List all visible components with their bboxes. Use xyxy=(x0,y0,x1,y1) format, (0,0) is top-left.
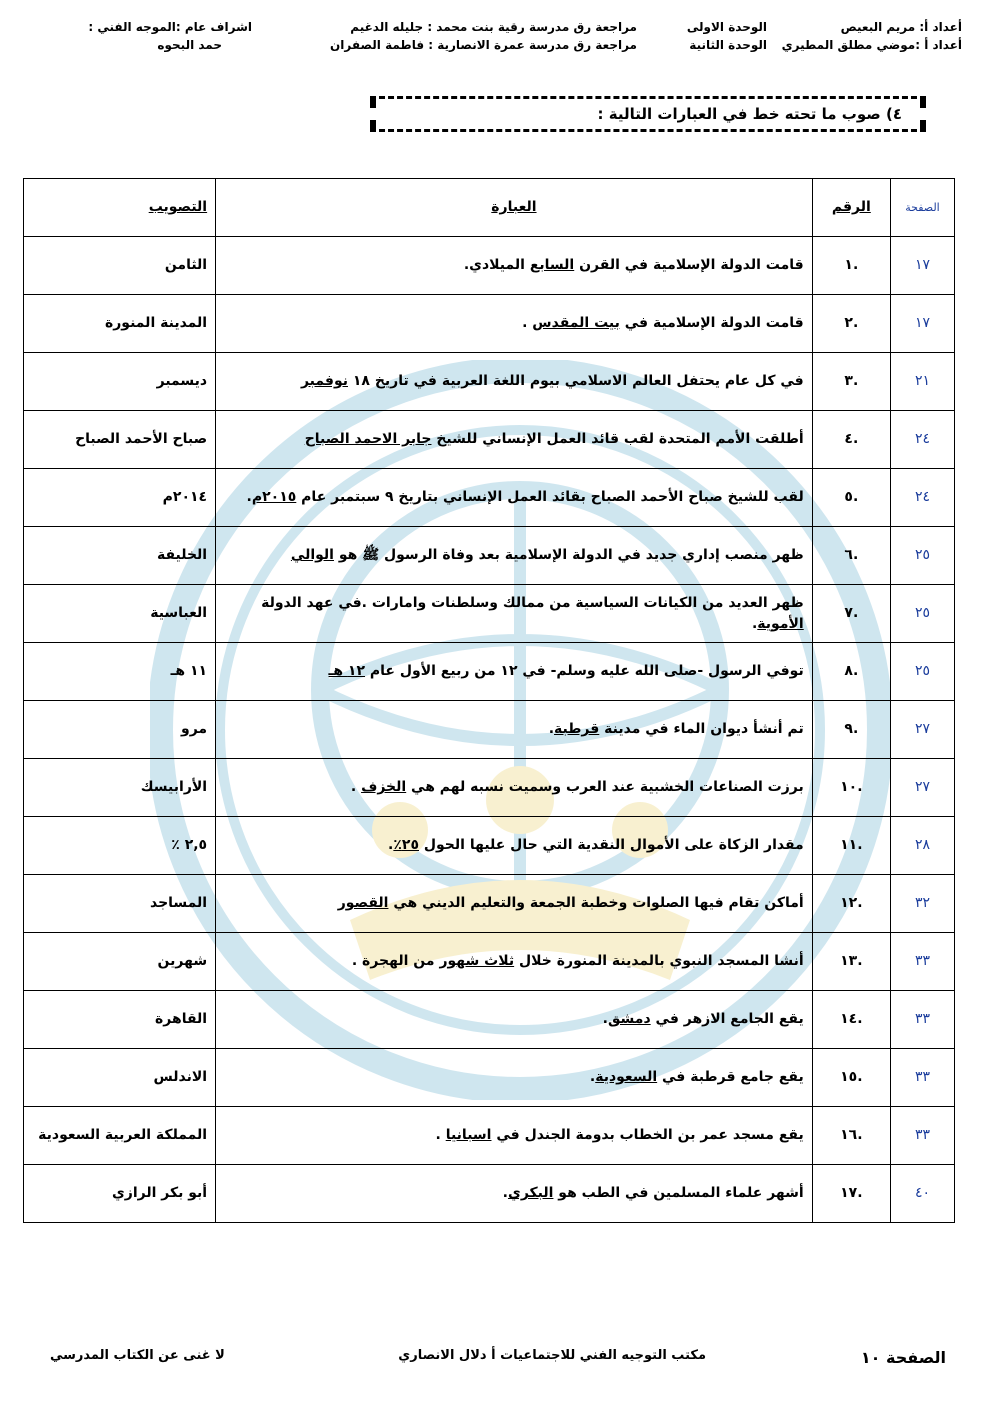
header-page: الصفحة xyxy=(890,179,954,237)
statement-text: تم أنشأ ديوان الماء في مدينة xyxy=(599,721,804,737)
row-number: .١١ xyxy=(812,817,890,875)
row-correction: ديسمبر xyxy=(24,353,216,411)
statement-text: يقع مسجد عمر بن الخطاب بدومة الجندل في xyxy=(491,1127,804,1143)
prepared-by-2: أعداد أ :موضي مطلق المطيري xyxy=(781,38,962,52)
footer-slogan: لا غنى عن الكتاب المدرسي xyxy=(50,1348,225,1363)
header-number: الرقم xyxy=(812,179,890,237)
row-statement xyxy=(216,237,813,295)
row-page: ٢١ xyxy=(890,353,954,411)
row-statement xyxy=(216,875,813,933)
statement-tail: الميلادي. xyxy=(463,257,530,273)
statement-text: مقدار الزكاة على الأموال النقدية التي حال عليها الحول xyxy=(419,837,804,853)
section-title: ٤) صوب ما تحته خط في العبارات التالية : xyxy=(597,105,902,123)
row-statement xyxy=(216,817,813,875)
row-page: ٣٣ xyxy=(890,1049,954,1107)
underlined-error: البكري xyxy=(507,1185,554,1201)
row-correction: الاندلس xyxy=(24,1049,216,1107)
table-row xyxy=(24,295,955,353)
row-number: .١٧ xyxy=(812,1165,890,1223)
supervisor-label: اشراف عام :الموجه الفني : xyxy=(88,20,252,34)
table-row xyxy=(24,933,955,991)
statement-text: في كل عام يحتفل العالم الاسلامي بيوم اللغة العربية في تاريخ ١٨ xyxy=(347,373,804,389)
underlined-error: السابع xyxy=(529,257,575,273)
page-header xyxy=(24,18,962,66)
underlined-error: اسبانيا xyxy=(445,1127,492,1143)
header-correction-label: التصويب xyxy=(148,199,208,215)
table-row xyxy=(24,411,955,469)
row-correction: الثامن xyxy=(24,237,216,295)
statement-tail: . xyxy=(350,779,362,795)
row-correction: شهرين xyxy=(24,933,216,991)
table-row xyxy=(24,353,955,411)
statement-text: أنشا المسجد النبوي بالمدينة المنورة خلال xyxy=(514,953,804,969)
row-number: .٦ xyxy=(812,527,890,585)
table-row xyxy=(24,875,955,933)
statement-tail: . xyxy=(502,1185,508,1201)
row-correction: أبو بكر الرازي xyxy=(24,1165,216,1223)
table-row xyxy=(24,1049,955,1107)
row-statement xyxy=(216,759,813,817)
statement-text: يقع الجامع الازهر في xyxy=(650,1011,804,1027)
row-page: ٢٧ xyxy=(890,701,954,759)
row-statement xyxy=(216,585,813,643)
row-number: .١٥ xyxy=(812,1049,890,1107)
section-title-box xyxy=(370,96,926,132)
table-row xyxy=(24,585,955,643)
row-correction: المدينة المنورة xyxy=(24,295,216,353)
statement-text: أطلقت الأمم المتحدة لقب قائد العمل الإنساني للشيخ xyxy=(431,431,804,447)
header-statement-label: العبارة xyxy=(491,199,537,215)
row-correction: العباسية xyxy=(24,585,216,643)
table-row xyxy=(24,527,955,585)
underlined-error: الأموية xyxy=(757,615,804,632)
row-statement xyxy=(216,701,813,759)
statement-text: قامت الدولة الإسلامية في xyxy=(619,315,804,331)
row-number: .٤ xyxy=(812,411,890,469)
table-row xyxy=(24,469,955,527)
row-number: .٩ xyxy=(812,701,890,759)
row-page: ١٧ xyxy=(890,237,954,295)
table-row xyxy=(24,643,955,701)
row-statement xyxy=(216,295,813,353)
underlined-error: ٢٠١٥م xyxy=(251,489,297,505)
underlined-error: السعودية xyxy=(595,1069,658,1085)
underlined-error: ثلاث شهور xyxy=(439,953,515,969)
unit-1: الوحدة الاولى xyxy=(686,20,767,34)
supervisor-name: حمد البحوه xyxy=(157,38,222,52)
underlined-error: جابر الاحمد الصباح xyxy=(304,431,432,447)
row-statement xyxy=(216,469,813,527)
row-page: ٢٨ xyxy=(890,817,954,875)
row-page: ٢٤ xyxy=(890,411,954,469)
row-number: .٢ xyxy=(812,295,890,353)
row-number: .١٣ xyxy=(812,933,890,991)
table-row xyxy=(24,817,955,875)
statement-text: يقع جامع قرطبة في xyxy=(657,1069,804,1085)
underlined-error: بيت المقدس xyxy=(532,315,620,331)
statement-text: ظهر العديد من الكيانات السياسية من ممالك وسلطنات وامارات .في عهد الدولة xyxy=(261,594,804,611)
row-number: .١٢ xyxy=(812,875,890,933)
row-page: ٣٣ xyxy=(890,1107,954,1165)
row-page: ٢٧ xyxy=(890,759,954,817)
statement-text: برزت الصناعات الخشبية عند العرب وسميت نسبه لهم هي xyxy=(406,779,804,795)
row-statement xyxy=(216,527,813,585)
row-statement xyxy=(216,1165,813,1223)
unit-2: الوحدة الثانية xyxy=(689,38,767,52)
statement-tail: . xyxy=(589,1069,596,1085)
row-page: ٢٥ xyxy=(890,527,954,585)
statement-tail: . xyxy=(548,721,555,737)
statement-text: أشهر علماء المسلمين في الطب هو xyxy=(553,1185,804,1201)
page-footer xyxy=(50,1348,946,1372)
statement-tail: . xyxy=(522,315,533,331)
row-statement xyxy=(216,411,813,469)
statement-tail: . xyxy=(602,1011,608,1027)
row-correction: الأرابيسك xyxy=(24,759,216,817)
underlined-error: ٢٥٪ xyxy=(393,837,419,853)
statement-text: ظهر منصب إداري جديد في الدولة الإسلامية بعد وفاة الرسول ﷺ هو xyxy=(333,547,804,563)
reviewer-2: مراجعة رق مدرسة عمرة الانصارية : فاطمة الصفران xyxy=(330,38,637,52)
row-statement xyxy=(216,933,813,991)
row-number: .١٠ xyxy=(812,759,890,817)
row-page: ١٧ xyxy=(890,295,954,353)
row-correction: الخليفة xyxy=(24,527,216,585)
row-number: .٧ xyxy=(812,585,890,643)
underlined-error: الخزف xyxy=(361,779,407,795)
statement-text: توفي الرسول -صلى الله عليه وسلم- في ١٢ من ربيع الأول عام xyxy=(365,663,804,679)
table-row xyxy=(24,991,955,1049)
underlined-error: القصور xyxy=(337,895,389,911)
row-page: ٣٢ xyxy=(890,875,954,933)
table-row xyxy=(24,1165,955,1223)
reviewer-1: مراجعة رق مدرسة رقية بنت محمد : جليله الدغيم xyxy=(350,20,637,34)
corrections-table xyxy=(23,178,955,1223)
row-correction: ٢,٥ ٪ xyxy=(24,817,216,875)
header-correction xyxy=(24,179,216,237)
underlined-error: نوفمبر xyxy=(300,373,348,389)
table-row xyxy=(24,701,955,759)
page-number: الصفحة ١٠ xyxy=(860,1348,946,1367)
row-correction: المساجد xyxy=(24,875,216,933)
statement-tail: . xyxy=(388,837,394,853)
statement-tail: . xyxy=(246,489,252,505)
header-statement xyxy=(216,179,813,237)
row-number: .٨ xyxy=(812,643,890,701)
underlined-error: الوالي xyxy=(290,547,334,563)
statement-text: قامت الدولة الإسلامية في القرن xyxy=(574,257,804,273)
row-page: ٣٣ xyxy=(890,991,954,1049)
row-correction: ١١ هـ xyxy=(24,643,216,701)
row-statement xyxy=(216,1049,813,1107)
table-row xyxy=(24,759,955,817)
row-page: ٢٤ xyxy=(890,469,954,527)
row-statement xyxy=(216,353,813,411)
row-number: .١٤ xyxy=(812,991,890,1049)
underlined-error: دمشق xyxy=(607,1011,651,1027)
statement-tail: من الهجرة . xyxy=(351,953,440,969)
row-correction: المملكة العربية السعودية xyxy=(24,1107,216,1165)
row-page: ٤٠ xyxy=(890,1165,954,1223)
table-row xyxy=(24,1107,955,1165)
row-page: ٢٥ xyxy=(890,585,954,643)
row-correction: ٢٠١٤م xyxy=(24,469,216,527)
row-correction: القاهرة xyxy=(24,991,216,1049)
statement-text: أماكن تقام فيها الصلوات وخطبة الجمعة والتعليم الديني هي xyxy=(388,895,804,911)
prepared-by-1: أعداد أ: مريم البعيص xyxy=(840,20,962,34)
underlined-error: ١٢ هـ xyxy=(328,663,366,679)
row-number: .١٦ xyxy=(812,1107,890,1165)
row-page: ٢٥ xyxy=(890,643,954,701)
row-statement xyxy=(216,1107,813,1165)
row-statement xyxy=(216,991,813,1049)
row-statement xyxy=(216,643,813,701)
table-row xyxy=(24,237,955,295)
row-number: .١ xyxy=(812,237,890,295)
footer-office: مكتب التوجيه الفني للاجتماعيات أ دلال الانصاري xyxy=(398,1348,706,1363)
row-page: ٣٣ xyxy=(890,933,954,991)
statement-tail: . xyxy=(435,1127,446,1143)
statement-tail: . xyxy=(751,615,758,632)
row-correction: مرو xyxy=(24,701,216,759)
row-number: .٥ xyxy=(812,469,890,527)
underlined-error: قرطبة xyxy=(554,721,600,737)
row-number: .٣ xyxy=(812,353,890,411)
statement-text: لقب للشيخ صباح الأحمد الصباح بقائد العمل الإنساني بتاريخ ٩ سبتمبر عام xyxy=(296,489,804,505)
row-correction: صباح الأحمد الصباح xyxy=(24,411,216,469)
table-header-row xyxy=(24,179,955,237)
